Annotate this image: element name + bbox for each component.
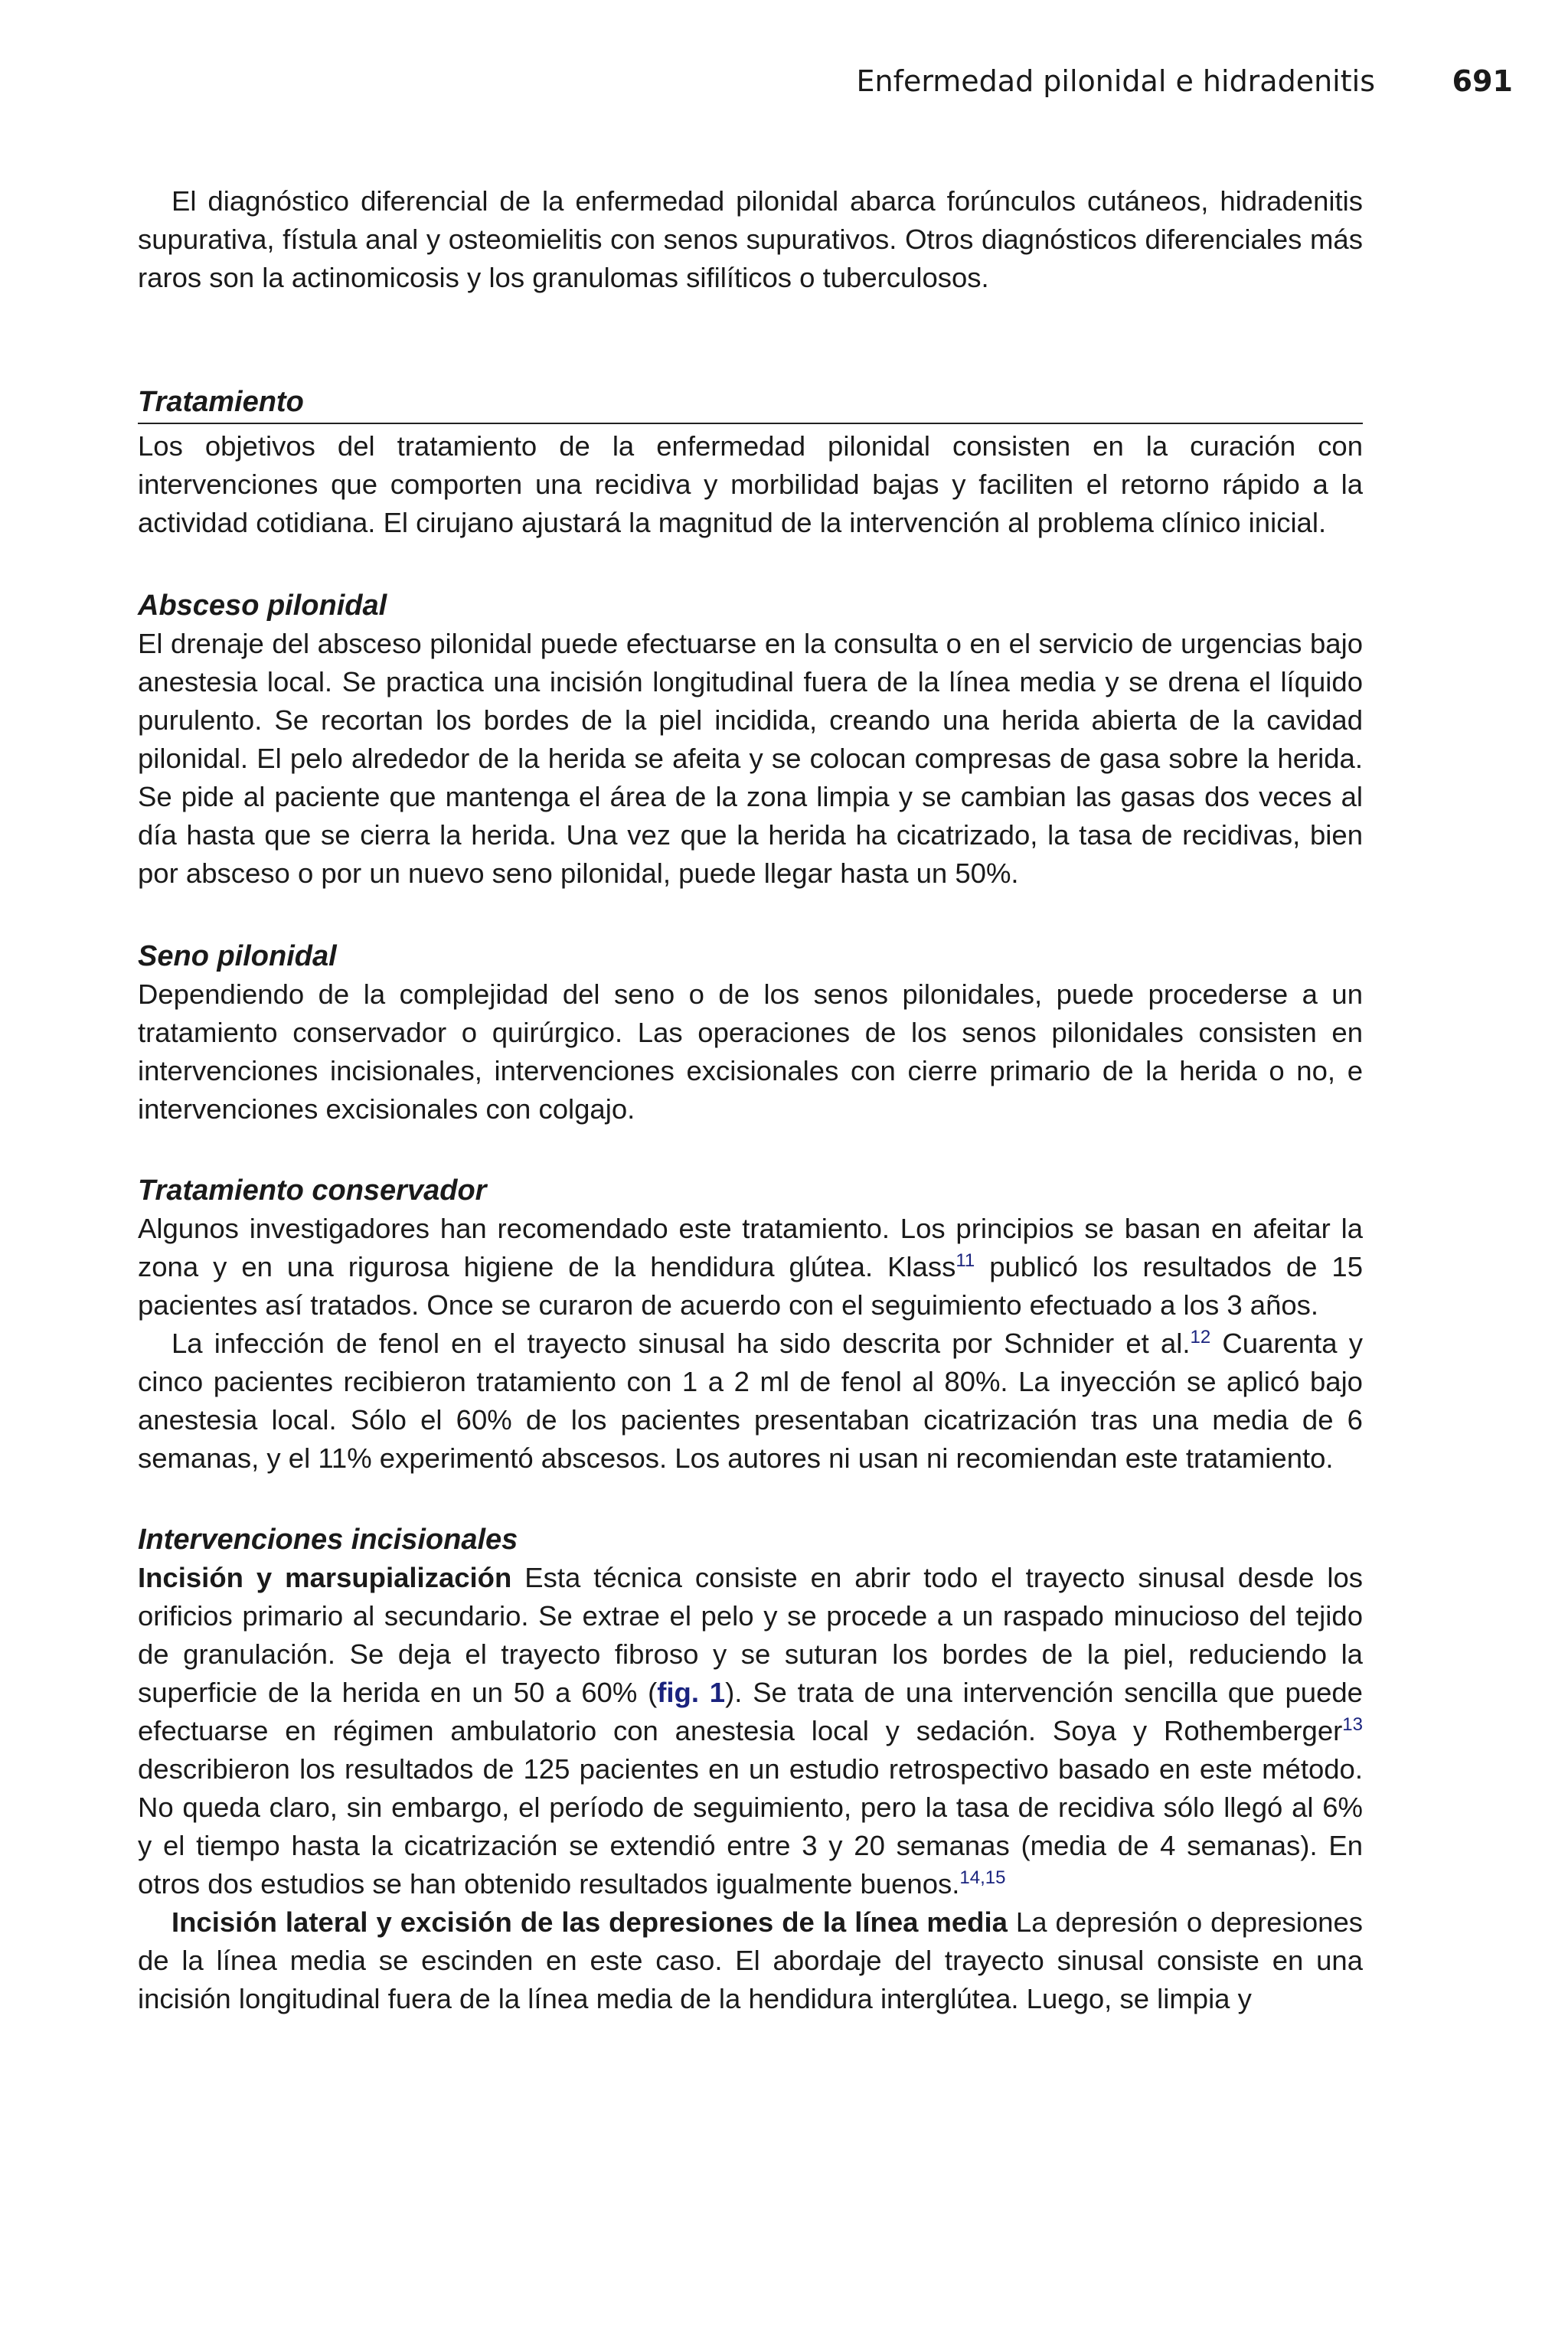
citation-link[interactable]: 11: [956, 1250, 975, 1271]
text-run: describieron los resultados de 125 pacientes en un estudio retrospectivo basado en este método. No queda claro, sin embargo, el período de seguimiento, pero la tasa de recidiva sólo llegó al 6% y el tiempo hasta la cicatrización se extendió entre 3 y 20 semanas (media de 4 semanas). En otros dos estudios se han obtenido resultados igualmente buenos.: [138, 1753, 1363, 1900]
section-title-tratamiento: Tratamiento: [138, 383, 1363, 424]
subsection-title-absceso: Absceso pilonidal: [138, 590, 387, 622]
text-run: La infección de fenol en el trayecto sinusal ha sido descrita por Schnider et al.: [172, 1328, 1191, 1359]
intro-paragraph: El diagnóstico diferencial de la enfermedad pilonidal abarca forúnculos cutáneos, hidradenitis supurativa, fístula anal y osteomielitis con senos supurativos. Otros diagnósticos diferenciales más raros son la actinomicosis y los granulomas sifilíticos o tuberculosos.: [138, 185, 1363, 293]
incisionales-paragraph-2: [138, 1903, 1363, 2018]
run-in-heading: Incisión y marsupialización: [138, 1562, 512, 1593]
running-head: [138, 64, 1513, 110]
text-run: ). Se trata de una intervención sencilla que puede efectuarse en régimen ambulatorio con anestesia local y sedación. Soya y Rothemberger: [138, 1677, 1363, 1746]
running-title: Enfermedad pilonidal e hidradenitis: [856, 64, 1375, 98]
citation-link[interactable]: 12: [1190, 1326, 1211, 1348]
text-run: Algunos investigadores han recomendado este tratamiento. Los principios se basan en afeitar la zona y en una rigurosa higiene de la hendidura glútea. Klass: [138, 1213, 1363, 1282]
conservador-paragraph-1: [138, 1210, 1363, 1325]
text-run: Esta técnica consiste en abrir todo el trayecto sinusal desde los orificios primario al secundario. Se extrae el pelo y se procede a un raspado minucioso del tejido de granulación. Se deja el trayecto fibroso y se suturan los bordes de la piel, reduciendo la superficie de la herida en un 50 a 60% (: [138, 1562, 1363, 1708]
absceso-paragraph: El drenaje del absceso pilonidal puede efectuarse en la consulta o en el servicio de urgencias bajo anestesia local. Se practica una incisión longitudinal fuera de la línea media y se drena el líquido purulento. Se recortan los bordes de la piel incidida, creando una herida abierta de la cavidad pilonidal. El pelo alrededor de la herida se afeita y se colocan compresas de gasa sobre la herida. Se pide al paciente que mantenga el área de la zona limpia y se cambian las gasas dos veces al día hasta que se cierra la herida. Una vez que la herida ha cicatrizado, la tasa de recidivas, bien por absceso o por un nuevo seno pilonidal, puede llegar hasta un 50%.: [138, 628, 1363, 889]
citation-link[interactable]: 14,15: [959, 1867, 1006, 1888]
incisionales-paragraph-1: [138, 1559, 1363, 1903]
text-run: La depresión o depresiones de la línea media se escinden en este caso. El abordaje del trayecto sinusal consiste en una incisión longitudinal fuera de la línea media de la hendidura interglútea. Luego, se limpia y: [138, 1906, 1364, 2014]
seno-paragraph: Dependiendo de la complejidad del seno o de los senos pilonidales, puede procederse a un tratamiento conservador o quirúrgico. Las operaciones de los senos pilonidales consisten en intervenciones incisionales, intervenciones excisionales con cierre primario de la herida o no, e intervenciones excisionales con colgajo.: [138, 978, 1363, 1125]
page-number: 691: [1452, 64, 1513, 98]
citation-link[interactable]: 13: [1342, 1713, 1363, 1735]
subsection-title-seno: Seno pilonidal: [138, 940, 337, 972]
subsection-title-incisionales: Intervenciones incisionales: [138, 1524, 518, 1556]
text-run: Cuarenta y cinco pacientes recibieron tratamiento con 1 a 2 ml de fenol al 80%. La inyección se aplicó bajo anestesia local. Sólo el 60% de los pacientes presentaban cicatrización tras una media de 6 semanas, y el 11% experimentó abscesos. Los autores ni usan ni recomiendan este tratamiento.: [138, 1328, 1364, 1474]
page-body: [138, 182, 1363, 2018]
subsection-title-conservador: Tratamiento conservador: [138, 1174, 487, 1207]
figure-link[interactable]: fig. 1: [657, 1677, 726, 1708]
run-in-heading: Incisión lateral y excisión de las depresiones de la línea media: [172, 1906, 1008, 1938]
text-run: publicó los resultados de 15 pacientes así tratados. Once se curaron de acuerdo con el seguimiento efectuado a los 3 años.: [138, 1251, 1363, 1321]
tratamiento-paragraph: Los objetivos del tratamiento de la enfermedad pilonidal consisten en la curación con intervenciones que comporten una recidiva y morbilidad bajas y faciliten el retorno rápido a la actividad cotidiana. El cirujano ajustará la magnitud de la intervención al problema clínico inicial.: [138, 430, 1363, 538]
conservador-paragraph-2: [138, 1325, 1363, 1478]
